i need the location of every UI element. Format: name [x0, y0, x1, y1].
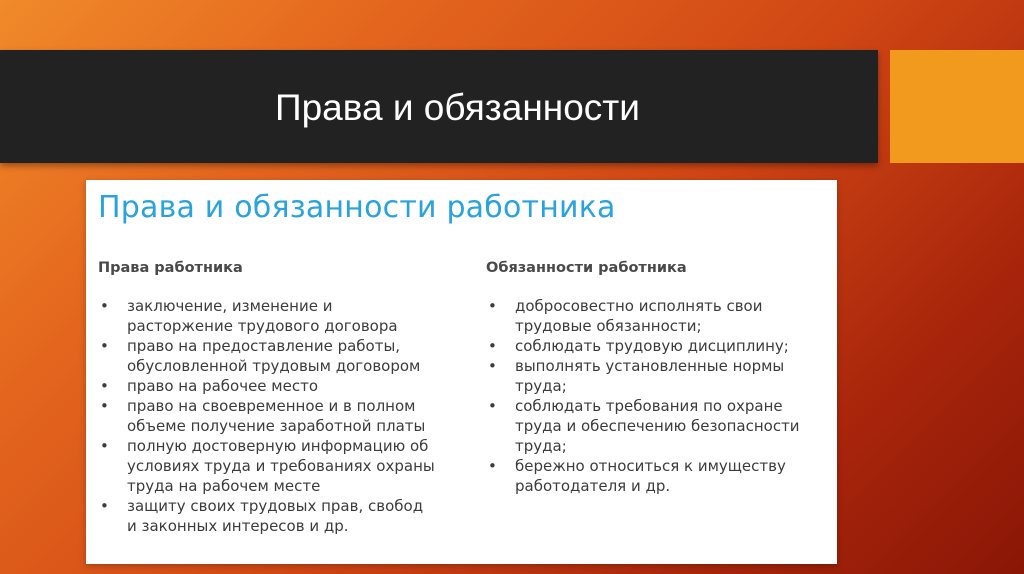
- card-heading: Права и обязанности работника: [98, 190, 616, 225]
- bullet-icon: •: [488, 297, 497, 315]
- bullet-icon: •: [100, 377, 109, 395]
- list-item: [98, 296, 458, 336]
- bullet-icon: •: [100, 297, 109, 315]
- list-item: [98, 336, 458, 376]
- duties-list: [486, 296, 826, 496]
- list-item-text: заключение, изменение и расторжение трудового договора: [127, 297, 398, 335]
- list-item: [486, 296, 826, 336]
- list-item-text: соблюдать требования по охране труда и обеспечению безопасности труда;: [515, 397, 800, 455]
- list-item: [98, 376, 458, 396]
- slide-title: Права и обязанности: [275, 87, 640, 128]
- list-item: [486, 396, 826, 456]
- accent-box: [890, 50, 1024, 163]
- bullet-icon: •: [488, 337, 497, 355]
- list-item: [98, 436, 458, 496]
- bullet-icon: •: [100, 337, 109, 355]
- list-item: [486, 356, 826, 396]
- duties-column: [486, 260, 826, 496]
- list-item: [486, 336, 826, 356]
- bullet-icon: •: [100, 437, 109, 455]
- list-item-text: добросовестно исполнять свои трудовые обязанности;: [515, 297, 763, 335]
- list-item-text: защиту своих трудовых прав, свобод и законных интересов и др.: [127, 497, 424, 535]
- bullet-icon: •: [488, 357, 497, 375]
- bullet-icon: •: [100, 497, 109, 515]
- list-item-text: бережно относиться к имуществу работодателя и др.: [515, 457, 786, 495]
- list-item-text: соблюдать трудовую дисциплину;: [515, 337, 789, 355]
- rights-list: [98, 296, 458, 536]
- list-item: [98, 396, 458, 436]
- list-item: [98, 496, 458, 536]
- list-item-text: право на рабочее место: [127, 377, 319, 395]
- duties-title: Обязанности работника: [486, 260, 687, 276]
- list-item-text: право на предоставление работы, обусловленной трудовым договором: [127, 337, 421, 375]
- list-item-text: выполнять установленные нормы труда;: [515, 357, 785, 395]
- bullet-icon: •: [100, 397, 109, 415]
- bullet-icon: •: [488, 397, 497, 415]
- list-item-text: полную достоверную информацию об условиях труда и требованиях охраны труда на рабочем месте: [127, 437, 435, 495]
- bullet-icon: •: [488, 457, 497, 475]
- list-item: [486, 456, 826, 496]
- rights-title: Права работника: [98, 260, 243, 276]
- content-image-card: [86, 180, 837, 564]
- rights-column: [98, 260, 458, 536]
- list-item-text: право на своевременное и в полном объеме получение заработной платы: [127, 397, 426, 435]
